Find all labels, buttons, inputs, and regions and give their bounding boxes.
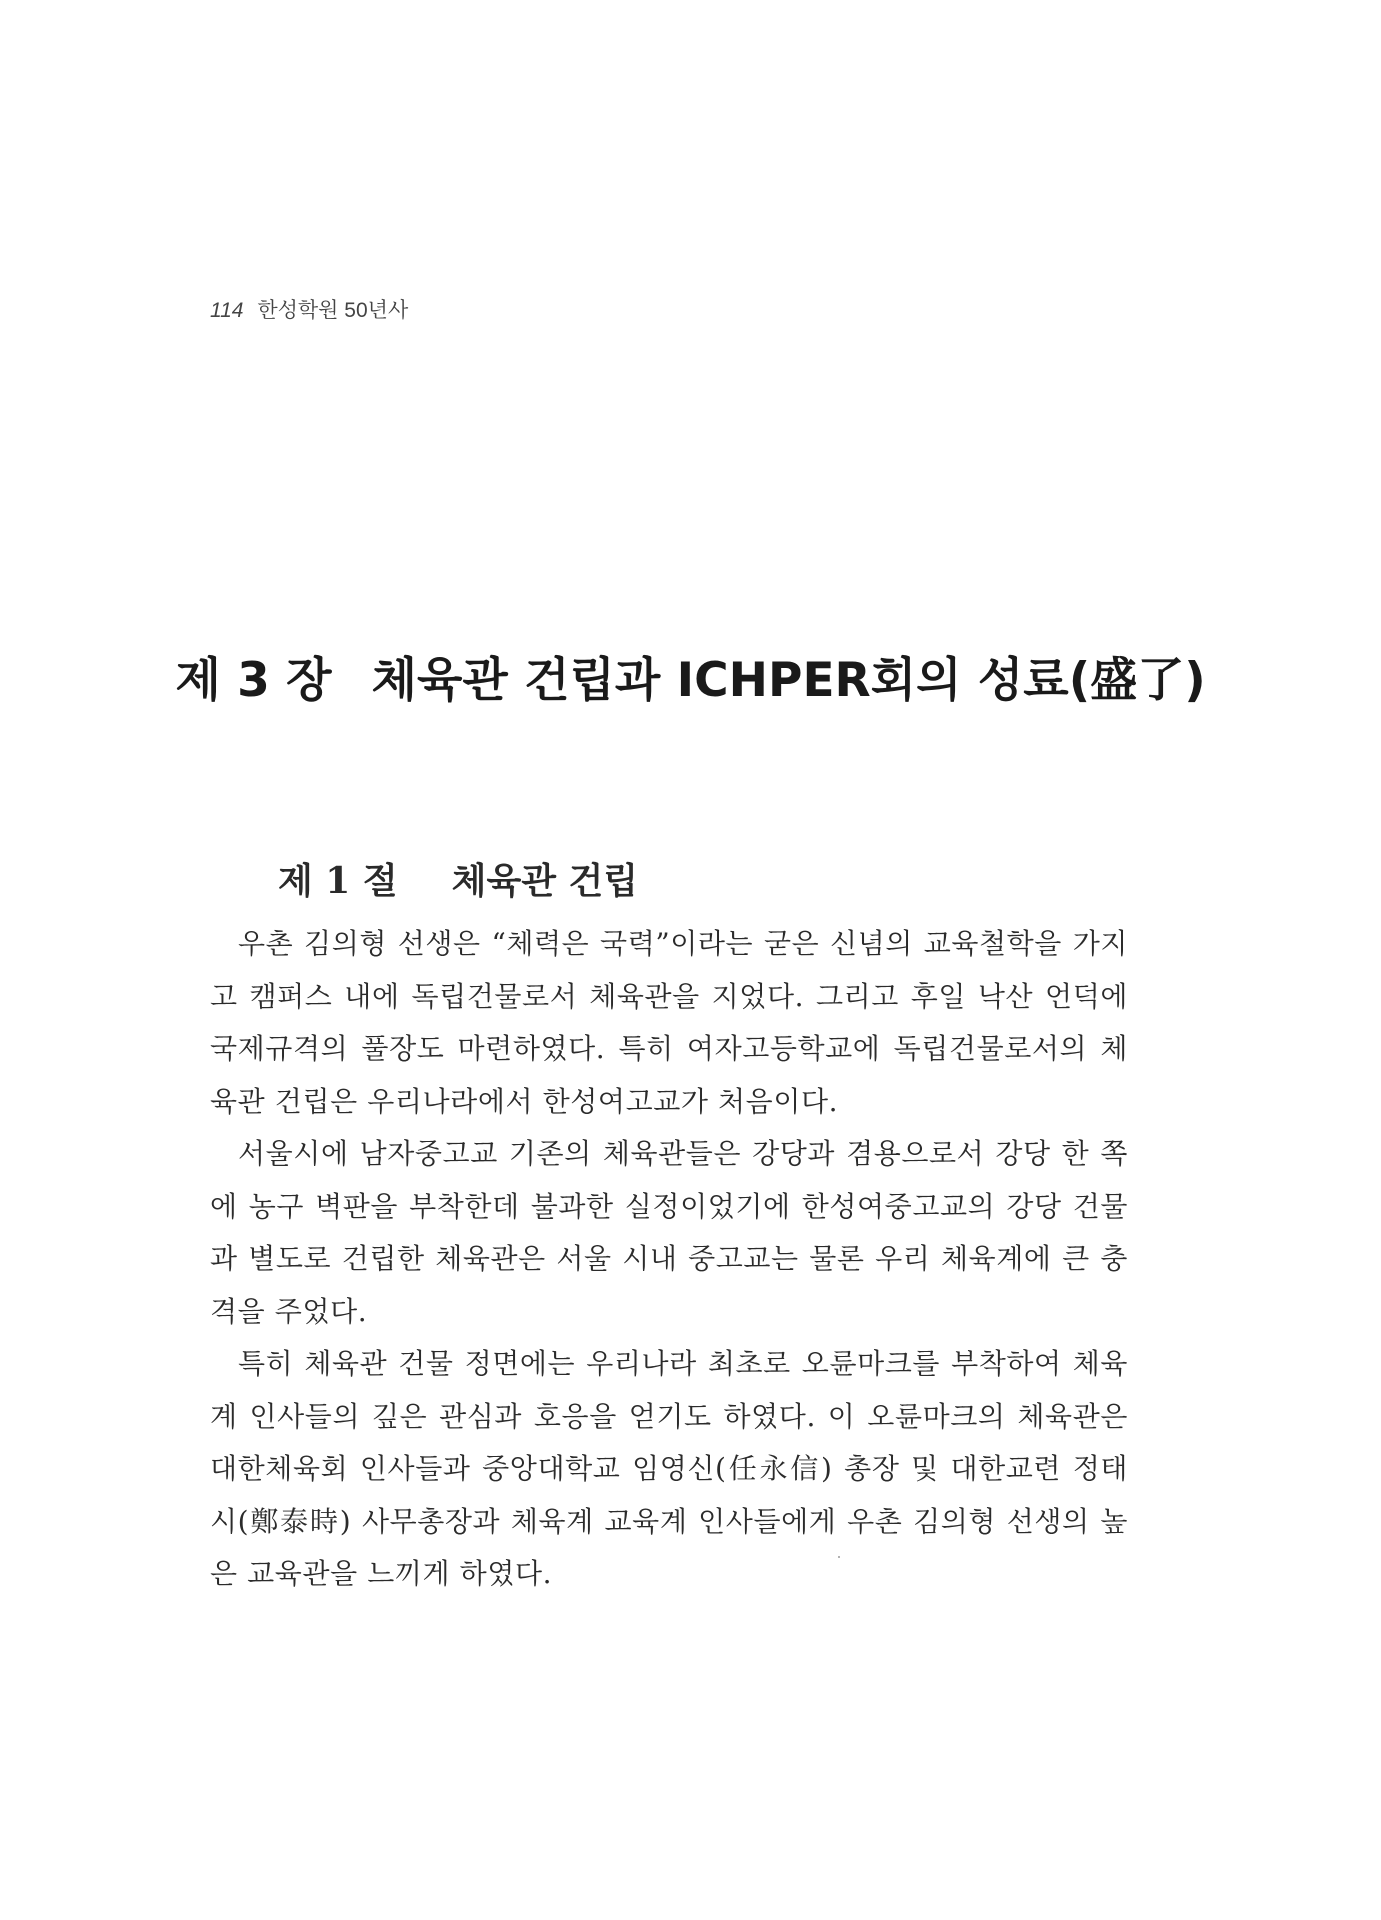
section-label: 제 1 절: [278, 859, 398, 902]
section-title: 체육관 건립: [451, 859, 639, 902]
section-heading: [278, 853, 638, 904]
book-title: 한성학원 50년사: [257, 299, 409, 322]
body-paragraph-1: 우촌 김의형 선생은 “체력은 국력”이라는 굳은 신념의 교육철학을 가지고 캠퍼스 내에 독립건물로서 체육관을 지었다. 그리고 후일 낙산 언덕에 국제규격의 풀장도 마련하였다. 특히 여자고등학교에 독립건물로서의 체육관 건립은 우리나라에서 한성여고교가 처음이다.: [210, 927, 1128, 1118]
body-paragraph-3: 특히 체육관 건물 정면에는 우리나라 최초로 오륜마크를 부착하여 체육계 인사들의 깊은 관심과 호응을 얻기도 하였다. 이 오륜마크의 체육관은 대한체육회 인사들과 중앙대학교 임영신(任永信) 총장 및 대한교련 정태시(鄭泰時) 사무총장과 체육계 교육계 인사들에게 우촌 김의형 선생의 높은 교육관을 느끼게 하였다.: [210, 1347, 1128, 1590]
running-header: [210, 294, 408, 324]
page-number: 114: [210, 299, 244, 322]
body-paragraph-2: 서울시에 남자중고교 기존의 체육관들은 강당과 겸용으로서 강당 한 쪽에 농구 벽판을 부착한데 불과한 실정이었기에 한성여중고교의 강당 건물과 별도로 건립한 체육관은 서울 시내 중고교는 물론 우리 체육계에 큰 충격을 주었다.: [210, 1137, 1128, 1328]
chapter-title: 체육관 건립과 ICHPER회의 성료(盛了): [371, 653, 1206, 709]
chapter-label: 제 3 장: [175, 653, 332, 709]
scan-speck: [838, 1556, 840, 1558]
chapter-heading: [0, 643, 1381, 710]
body-text: [210, 918, 1128, 1601]
